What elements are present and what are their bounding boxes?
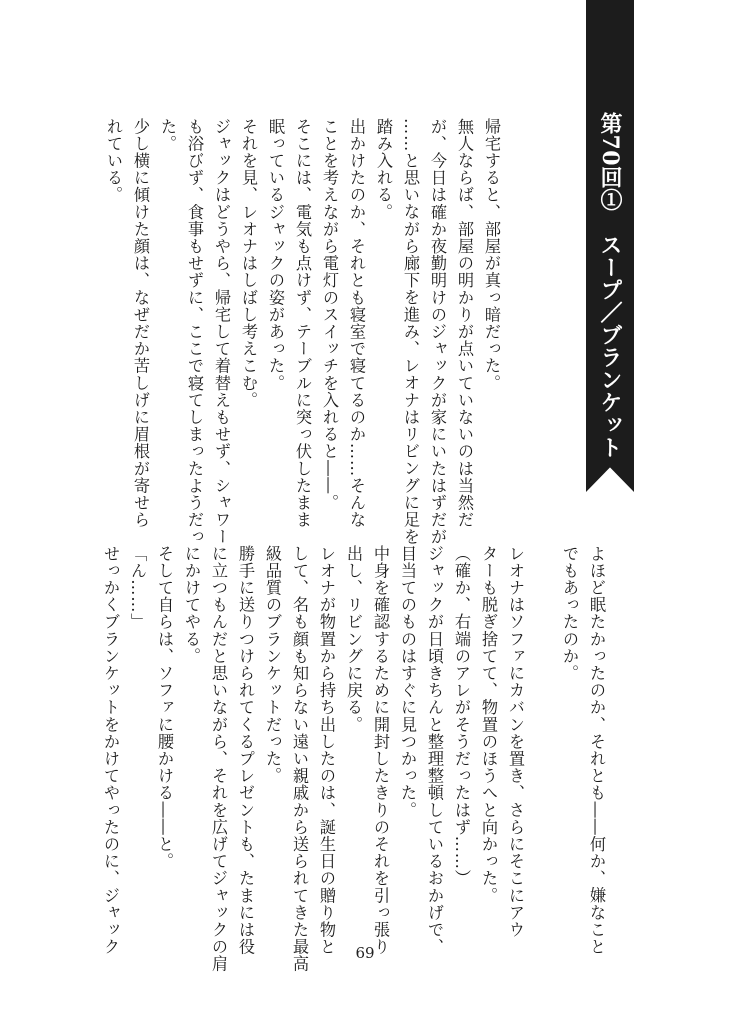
- text-line: も浴びず、食事もせずに、ここで寝てしまったようだっ: [185, 118, 204, 546]
- text-line: にかけてやる。: [182, 545, 201, 665]
- text-line: ……と思いながら廊下を進み、レオナはリビングに足を: [401, 118, 420, 546]
- text-line: 無人ならば、部屋の明かりが点いていないのは当然だ: [455, 118, 474, 529]
- body-text-upper: [100, 118, 505, 546]
- chapter-title: 第70回① スープ／ブランケット: [597, 112, 623, 459]
- text-line: 勝手に送りつけられてくるプレゼントも、たまには役: [236, 545, 255, 956]
- text-line: れている。: [104, 118, 123, 204]
- text-line: そこには、電気も点けず、テーブルに突っ伏したまま: [293, 118, 312, 529]
- text-line: 眠っているジャックの姿があった。: [266, 118, 285, 392]
- text-line-blank: [529, 545, 556, 945]
- text-line: せっかくブランケットをかけてやったのに、ジャック: [101, 545, 120, 956]
- text-line: 出し、リビングに戻る。: [344, 545, 363, 734]
- text-line: レオナはソファにカバンを置き、さらにそこにアウ: [506, 545, 525, 939]
- text-line: 「ん……」: [128, 545, 147, 631]
- text-line: ことを考えながら電灯のスイッチを入れると――。: [320, 118, 339, 512]
- text-line: ターも脱ぎ捨てて、物置のほうへと向かった。: [479, 545, 498, 905]
- text-line: 目当てのものはすぐに見つかった。: [398, 545, 417, 819]
- text-line: レオナが物置から持ち出したのは、誕生日の贈り物と: [317, 545, 336, 956]
- text-line: が、今日は確か夜勤明けのジャックが家にいたはずだが: [428, 118, 447, 546]
- text-line: （確か、右端のアレがそうだったはず……）: [452, 545, 471, 887]
- text-line: 踏み入れる。: [374, 118, 393, 221]
- text-line: 少し横に傾けた顔は、なぜだか苦しげに眉根が寄せら: [131, 118, 150, 529]
- text-line: でもあったのか。: [560, 545, 579, 682]
- text-line: 帰宅すると、部屋が真っ暗だった。: [482, 118, 501, 392]
- text-line: して、名も顔も知らない遠い親戚から送られてきた最高: [290, 545, 309, 973]
- page-number: 69: [355, 944, 375, 962]
- text-line: よほど眠たかったのか、それとも――何か、嫌なこと: [587, 545, 606, 956]
- text-line: た。: [158, 118, 177, 153]
- text-line: 中身を確認するために開封したきりのそれを引っ張り: [371, 545, 390, 956]
- text-line: に立つもんだと思いながら、それを広げてジャックの肩: [209, 545, 228, 973]
- text-line: 級品質のブランケットだった。: [263, 545, 282, 785]
- text-line: そして自らは、ソファに腰かける――と。: [155, 545, 174, 870]
- text-line: 出かけたのか、それとも寝室で寝てるのか……そんな: [347, 118, 366, 529]
- text-line: ジャックが日頃きちんと整理整頓しているおかげで、: [425, 545, 444, 956]
- text-line: ジャックはどうやら、帰宅して着替えもせず、シャワー: [212, 118, 231, 546]
- text-line: それを見、レオナはしばし考えこむ。: [239, 118, 258, 409]
